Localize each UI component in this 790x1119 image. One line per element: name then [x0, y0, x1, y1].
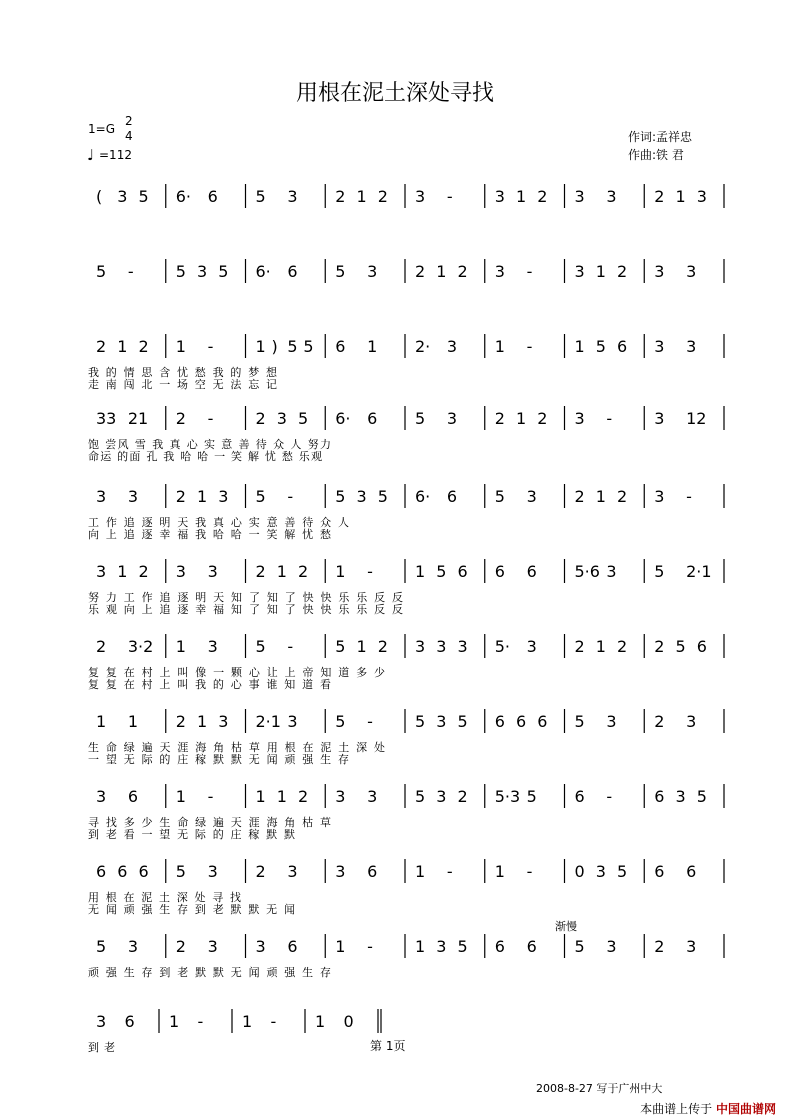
note: 3 — [606, 562, 617, 581]
note: 3 — [207, 637, 218, 656]
note: 3 — [654, 409, 665, 428]
note: 3 — [494, 187, 505, 206]
note: 5 — [654, 562, 665, 581]
meter-denominator: 4 — [125, 129, 133, 143]
note: 1 — [494, 862, 505, 881]
note: 5 — [494, 487, 505, 506]
note: 6 — [696, 637, 707, 656]
note: 3 — [127, 937, 139, 956]
note: - — [207, 787, 214, 806]
note: 3 — [276, 409, 287, 428]
lyric-line: 向 上 追 逐 幸 福 我 哈 哈 一 笑 解 忧 愁 — [88, 528, 331, 541]
note: 1 — [516, 409, 527, 428]
note: 2 — [494, 409, 505, 428]
note: 3 — [686, 712, 697, 731]
note: 6 — [574, 787, 585, 806]
note: 3 — [574, 409, 585, 428]
note: 5 — [303, 337, 314, 356]
lyricist-credit: 作词:孟祥忠 — [628, 130, 693, 144]
note: 3 — [436, 712, 447, 731]
note: 5 — [675, 637, 686, 656]
lyric-line: 寻 找 多 少 生 命 绿 遍 天 涯 海 角 枯 草 — [88, 816, 331, 829]
lyric-line: 生 命 绿 遍 天 涯 海 角 枯 草 用 根 在 泥 土 深 处 — [88, 741, 385, 754]
note: 5 — [335, 487, 346, 506]
note: 3 — [686, 337, 697, 356]
lyric-line: 一 望 无 际 的 庄 稼 默 默 无 闻 顽 强 生 存 — [88, 753, 349, 766]
note: 2 — [654, 937, 665, 956]
watermark-text: 本曲谱上传于 — [640, 1102, 713, 1116]
note: 0 — [343, 1012, 354, 1031]
note: 5 — [696, 787, 707, 806]
note: 2 — [415, 262, 426, 281]
note: 3 — [606, 187, 617, 206]
note: 5·3 — [494, 787, 521, 806]
note: 1 — [117, 562, 128, 581]
note: 5 — [574, 937, 585, 956]
note: 6 — [494, 712, 505, 731]
note: 2 — [175, 487, 186, 506]
note: 6 — [124, 1012, 135, 1031]
note: 2 — [654, 712, 665, 731]
note: 2 — [298, 787, 309, 806]
note: 2 — [138, 562, 149, 581]
note: 3 — [654, 487, 665, 506]
note: 2 — [457, 787, 468, 806]
note: 5 — [138, 187, 149, 206]
note: 1 — [117, 337, 128, 356]
note: - — [526, 337, 533, 356]
lyric-line: 饱 尝风 雪 我 真 心 实 意 善 待 众 人 努力 — [88, 438, 331, 451]
lyric-line: 复 复 在 村 上 叫 我 的 心 事 谁 知 道 看 — [88, 678, 331, 691]
note: 3 — [117, 187, 128, 206]
note: 6 — [537, 712, 548, 731]
lyric-line: 我 的 情 思 含 忧 愁 我 的 梦 想 — [88, 366, 277, 379]
note: 2 — [537, 187, 548, 206]
note: 5· — [494, 637, 511, 656]
note: 1 — [276, 787, 287, 806]
note: 1 — [127, 712, 139, 731]
note: 1 — [255, 787, 266, 806]
note: 2 — [175, 712, 186, 731]
note: - — [606, 787, 613, 806]
note: 1 — [516, 187, 527, 206]
note: 3 — [457, 637, 468, 656]
note: 3 — [218, 487, 229, 506]
tempo-marking: =112 — [99, 148, 132, 162]
note: 3 — [175, 562, 186, 581]
note: 5 — [175, 862, 186, 881]
note: 2 — [255, 862, 266, 881]
note: - — [526, 262, 533, 281]
watermark — [640, 1100, 776, 1117]
note: 3 — [436, 787, 447, 806]
note: 2 — [175, 409, 186, 428]
note: 2 — [574, 637, 585, 656]
note: 12 — [686, 409, 707, 428]
site-logo: 中国曲谱网 — [715, 1102, 776, 1116]
note: 1 — [494, 337, 505, 356]
note: 1 — [335, 562, 346, 581]
note: - — [207, 409, 214, 428]
note: 3 — [287, 862, 298, 881]
page-number: 第 1页 — [370, 1039, 406, 1053]
note: 6 — [96, 862, 107, 881]
footer-note: 2008-8-27 写于广州中大 — [536, 1082, 663, 1095]
note: 33 — [96, 409, 117, 428]
note: 6 — [654, 862, 665, 881]
note: 3 — [287, 712, 298, 731]
note: 2· — [415, 337, 431, 356]
note: 2 — [654, 637, 665, 656]
note: 5 — [526, 787, 537, 806]
note: 1 — [175, 637, 186, 656]
note: 5 — [298, 409, 309, 428]
note: 3 — [686, 937, 697, 956]
note: 3 — [96, 1012, 107, 1031]
meter-numerator: 2 — [125, 114, 133, 128]
note: 6· — [415, 487, 431, 506]
note: 2 — [537, 409, 548, 428]
note: 2·1 — [255, 712, 281, 731]
lyric-line: 乐 观 向 上 追 逐 幸 福 知 了 知 了 快 快 乐 乐 反 反 — [88, 603, 404, 616]
note: ) — [271, 337, 278, 356]
note: 6 — [617, 337, 628, 356]
note: 5 — [574, 712, 585, 731]
note: 3 — [606, 712, 617, 731]
note: 3 — [446, 409, 458, 428]
note: - — [446, 862, 453, 881]
note: 6 — [367, 862, 378, 881]
note: 5 — [255, 637, 266, 656]
note: - — [526, 862, 533, 881]
note: 3 — [335, 862, 346, 881]
note: 5 — [287, 337, 298, 356]
note: 3 — [207, 937, 218, 956]
note: 3 — [574, 187, 585, 206]
note: 6 — [367, 409, 378, 428]
note: - — [686, 487, 692, 506]
note: 6 — [138, 862, 149, 881]
note: 5 — [335, 262, 346, 281]
note: 2 — [255, 562, 266, 581]
note: 3 — [526, 487, 537, 506]
note: 3 — [675, 787, 686, 806]
note: 1 — [315, 1012, 326, 1031]
note: 3 — [606, 937, 617, 956]
lyric-line: 工 作 追 逐 明 天 我 真 心 实 意 善 待 众 人 — [88, 516, 349, 529]
note: 5 — [617, 862, 628, 881]
note: 2 — [298, 562, 309, 581]
note: 3 — [207, 862, 218, 881]
note: 6 — [287, 262, 298, 281]
note: 5 — [96, 937, 107, 956]
note: 2 — [457, 262, 468, 281]
note: 3 — [127, 487, 139, 506]
note: 1 — [96, 712, 107, 731]
note: 6 — [207, 187, 218, 206]
note: 3 — [356, 487, 367, 506]
note: 5 — [255, 487, 266, 506]
lyric-line: 顽 强 生 存 到 老 默 默 无 闻 顽 强 生 存 — [88, 966, 331, 979]
note: 2 — [377, 187, 388, 206]
composer-credit: 作曲:铁 君 — [628, 148, 684, 162]
note: 1 — [255, 337, 266, 356]
note: 3 — [287, 187, 298, 206]
quarter-note-icon: ♩ — [87, 146, 95, 164]
note: 1 — [335, 937, 346, 956]
note: 1 — [415, 862, 426, 881]
note: - — [287, 637, 294, 656]
note: 1 — [169, 1012, 180, 1031]
note: 21 — [127, 409, 149, 428]
note: 2 — [175, 937, 186, 956]
note: 5 — [175, 262, 186, 281]
note: 3 — [526, 637, 537, 656]
note: 3 — [96, 562, 107, 581]
note: 3 — [595, 862, 606, 881]
note: 2 — [377, 637, 388, 656]
note: 5 — [415, 712, 426, 731]
note: 6 — [457, 562, 468, 581]
note: 2 — [617, 262, 628, 281]
note: 2 — [96, 337, 107, 356]
note: 0 — [574, 862, 585, 881]
note: 5 — [96, 262, 107, 281]
lyric-line: 命运 的面 孔 我 哈 哈 一 笑 解 忧 愁 乐观 — [88, 450, 322, 463]
note: 1 — [356, 637, 367, 656]
page-title: 用根在泥土深处寻找 — [295, 81, 494, 106]
note: 6 — [127, 787, 139, 806]
note: 5 — [255, 187, 266, 206]
note: 6 — [494, 562, 505, 581]
note: 1 — [197, 487, 208, 506]
note: 1 — [574, 337, 585, 356]
note: 5·6 — [574, 562, 600, 581]
note: 5 — [335, 712, 346, 731]
lyric-line: 走 南 闯 北 一 场 空 无 法 忘 记 — [88, 378, 277, 391]
note: - — [367, 712, 373, 731]
note: 3 — [415, 187, 426, 206]
note: 3 — [654, 337, 665, 356]
key-signature: 1=G — [88, 122, 115, 136]
note: 3 — [686, 262, 697, 281]
note: 3 — [335, 787, 346, 806]
note: 3 — [367, 787, 378, 806]
note: 3 — [207, 562, 218, 581]
note: 3 — [255, 937, 266, 956]
note: - — [127, 262, 134, 281]
note: 2 — [138, 337, 149, 356]
note: 3 — [96, 487, 107, 506]
note: 3 — [96, 787, 107, 806]
note: 2 — [335, 187, 346, 206]
note: 2·1 — [686, 562, 712, 581]
note: 2 — [96, 637, 107, 656]
note: 2 — [574, 487, 585, 506]
note: 5 — [436, 562, 447, 581]
note: 5 — [218, 262, 229, 281]
note: 5 — [415, 409, 426, 428]
note: - — [287, 487, 294, 506]
note: 6 — [526, 562, 537, 581]
note: 6· — [175, 187, 192, 206]
note: 1 — [175, 787, 186, 806]
note: 3 — [197, 262, 208, 281]
note: - — [367, 562, 373, 581]
note: 3 — [436, 637, 447, 656]
note: 6· — [335, 409, 351, 428]
note: 1 — [436, 262, 447, 281]
note: 1 — [415, 937, 426, 956]
note: 1 — [595, 637, 606, 656]
note: 5 — [415, 787, 426, 806]
note: 6 — [516, 712, 527, 731]
note: 3 — [654, 262, 665, 281]
note: 1 — [356, 187, 367, 206]
note: 6 — [494, 937, 505, 956]
lyric-line: 复 复 在 村 上 叫 像 一 颗 心 让 上 帝 知 道 多 少 — [88, 666, 385, 679]
note: 2 — [617, 487, 628, 506]
note: 1 — [415, 562, 426, 581]
note: 1 — [242, 1012, 253, 1031]
note: 6 — [654, 787, 665, 806]
note: - — [197, 1012, 204, 1031]
note: 1 — [197, 712, 208, 731]
note: 3 — [436, 937, 447, 956]
note: - — [367, 937, 373, 956]
note: 3 — [415, 637, 426, 656]
note: 1 — [595, 487, 606, 506]
note: 5 — [457, 712, 468, 731]
note: 1 — [675, 187, 686, 206]
note: 6· — [255, 262, 271, 281]
lyric-line: 到 老 — [88, 1041, 115, 1054]
note: 3 — [446, 337, 458, 356]
note: 6 — [335, 337, 346, 356]
note: 3 — [574, 262, 585, 281]
note: 5 — [595, 337, 606, 356]
note: - — [446, 187, 453, 206]
note: - — [606, 409, 613, 428]
note: 2 — [617, 637, 628, 656]
note: 3·2 — [127, 637, 154, 656]
note: ( — [96, 187, 103, 206]
note: - — [270, 1012, 277, 1031]
note: - — [207, 337, 214, 356]
lyric-line: 用 根 在 泥 土 深 处 寻 找 — [88, 891, 241, 904]
note: 6 — [686, 862, 697, 881]
note: 6 — [287, 937, 298, 956]
note: 6 — [526, 937, 537, 956]
note: 1 — [175, 337, 186, 356]
lyric-line: 到 老 看 一 望 无 际 的 庄 稼 默 默 — [88, 828, 295, 841]
note: 5 — [335, 637, 346, 656]
note: 6 — [446, 487, 458, 506]
note: 2 — [255, 409, 266, 428]
lyric-line: 努 力 工 作 追 逐 明 天 知 了 知 了 快 快 乐 乐 反 反 — [88, 591, 404, 604]
note: 1 — [595, 262, 606, 281]
note: 6 — [117, 862, 128, 881]
note: 5 — [457, 937, 468, 956]
note: 2 — [654, 187, 665, 206]
note: 1 — [367, 337, 378, 356]
lyric-line: 无 闻 顽 强 生 存 到 老 默 默 无 闻 — [88, 903, 295, 916]
note: 1 — [276, 562, 287, 581]
note: 3 — [494, 262, 505, 281]
note: 3 — [218, 712, 229, 731]
note: 3 — [696, 187, 707, 206]
tempo-slowdown-marking: 渐慢 — [555, 920, 577, 933]
note: 3 — [367, 262, 378, 281]
note: 5 — [377, 487, 388, 506]
